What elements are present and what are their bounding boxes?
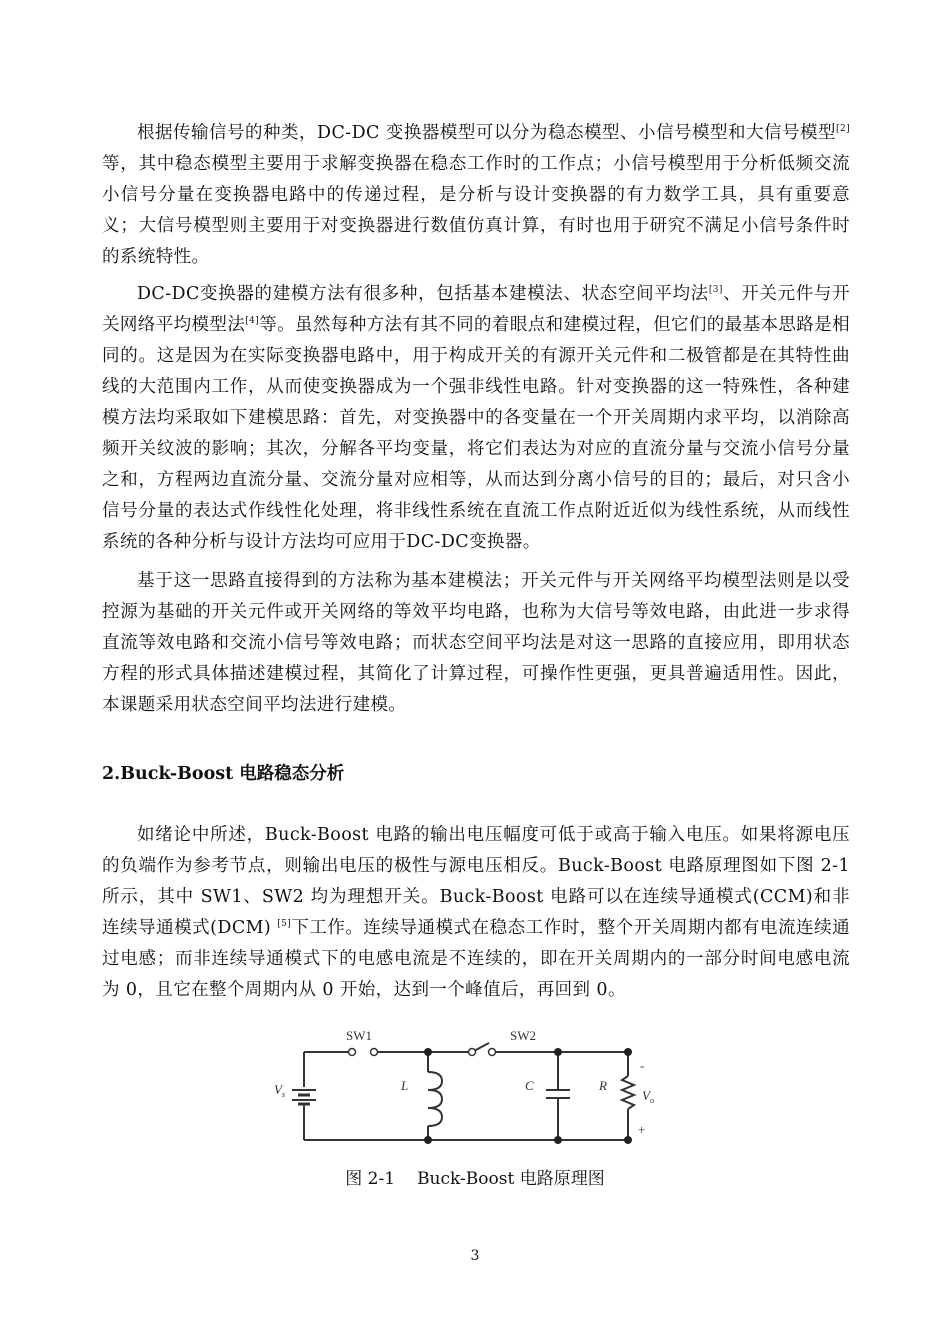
- sw1-contact-right: [371, 1049, 378, 1056]
- label-minus: -: [640, 1058, 645, 1073]
- paragraph-buck-boost-intro: 如绪论中所述，Buck-Boost 电路的输出电压幅度可低于或高于输入电压。如果将源电压的负端作为参考节点，则输出电压的极性与源电压相反。Buck-Boost 电路原理图如下图 2-1 所示，其中 SW1、SW2 均为理想开关。Buck-Boost 电路可以在连续导通模式(CCM)和非连续导通模式(DCM) [5]下工作。连续导通模式在稳态工作时，整个开关周期内都有电流连续通过电感；而非连续导通模式下的电感电流是不连续的，即在开关周期内的一部分时间电感电流为 0，且它在整个周期内从 0 开始，达到一个峰值后，再回到 0。: [102, 825, 851, 1000]
- paragraph-model-types: 根据传输信号的种类，DC-DC 变换器模型可以分为稳态模型、小信号模型和大信号模型[2]等，其中稳态模型主要用于求解变换器在稳态工作时的工作点；小信号模型用于分析低频交流小信号分量在变换器电路中的传递过程，是分析与设计变换器的有力数学工具，具有重要意义；大信号模型则主要用于对变换器进行数值仿真计算，有时也用于研究不满足小信号条件时的系统特性。: [102, 123, 850, 267]
- citation-3: [3]: [708, 285, 723, 295]
- citation-2: [2]: [836, 124, 850, 134]
- figure-caption-number: 图 2-1: [345, 1169, 396, 1189]
- label-vs: $V_s$: [274, 1082, 286, 1099]
- label-c: C: [525, 1078, 534, 1093]
- battery-symbol: [292, 1090, 316, 1104]
- label-vo: $V_o$: [642, 1088, 654, 1105]
- label-sw1: SW1: [346, 1028, 372, 1043]
- figure-caption-title: Buck-Boost 电路原理图: [417, 1169, 605, 1189]
- label-plus: +: [638, 1122, 646, 1137]
- sw1-contact-left: [349, 1049, 356, 1056]
- citation-4: [4]: [245, 316, 260, 326]
- section-heading: 2.Buck-Boost 电路稳态分析: [102, 764, 345, 784]
- figure-caption: [0, 1164, 950, 1189]
- buck-boost-circuit-diagram: [270, 1022, 680, 1152]
- label-l: L: [401, 1078, 409, 1093]
- paragraph-state-space: 基于这一思路直接得到的方法称为基本建模法；开关元件与开关网络平均模型法则是以受控源为基础的开关元件或开关网络的等效平均电路，也称为大信号等效电路，由此进一步求得直流等效电路和交流小信号等效电路；而状态空间平均法是对这一思路的直接应用，即用状态方程的形式具体描述建模过程，其简化了计算过程，可操作性更强，更具普遍适用性。因此，本课题采用状态空间平均法进行建模。: [102, 571, 850, 715]
- citation-5: [5]: [277, 919, 292, 929]
- page-number: 3: [470, 1248, 480, 1264]
- label-sw2: SW2: [510, 1028, 536, 1043]
- sw2-contact-left: [469, 1049, 476, 1056]
- paragraph-modeling-methods: DC-DC变换器的建模方法有很多种，包括基本建模法、状态空间平均法[3]、开关元件与开关网络平均模型法[4]等。虽然每种方法有其不同的着眼点和建模过程，但它们的最基本思路是相同的。这是因为在实际变换器电路中，用于构成开关的有源开关元件和二极管都是在其特性曲线的大范围内工作，从而使变换器成为一个强非线性电路。针对变换器的这一特殊性，各种建模方法均采取如下建模思路：首先，对变换器中的各变量在一个开关周期内求平均，以消除高频开关纹波的影响；其次，分解各平均变量，将它们表达为对应的直流分量与交流小信号分量之和，方程两边直流分量、交流分量对应相等，从而达到分离小信号的目的；最后，对只含小信号分量的表达式作线性化处理，将非线性系统在直流工作点附近近似为线性系统，从而线性系统的各种分析与设计方法均可应用于DC-DC变换器。: [102, 284, 850, 552]
- label-r: R: [599, 1078, 607, 1093]
- junction-dots: [424, 1048, 632, 1144]
- sw2-contact-right: [489, 1049, 496, 1056]
